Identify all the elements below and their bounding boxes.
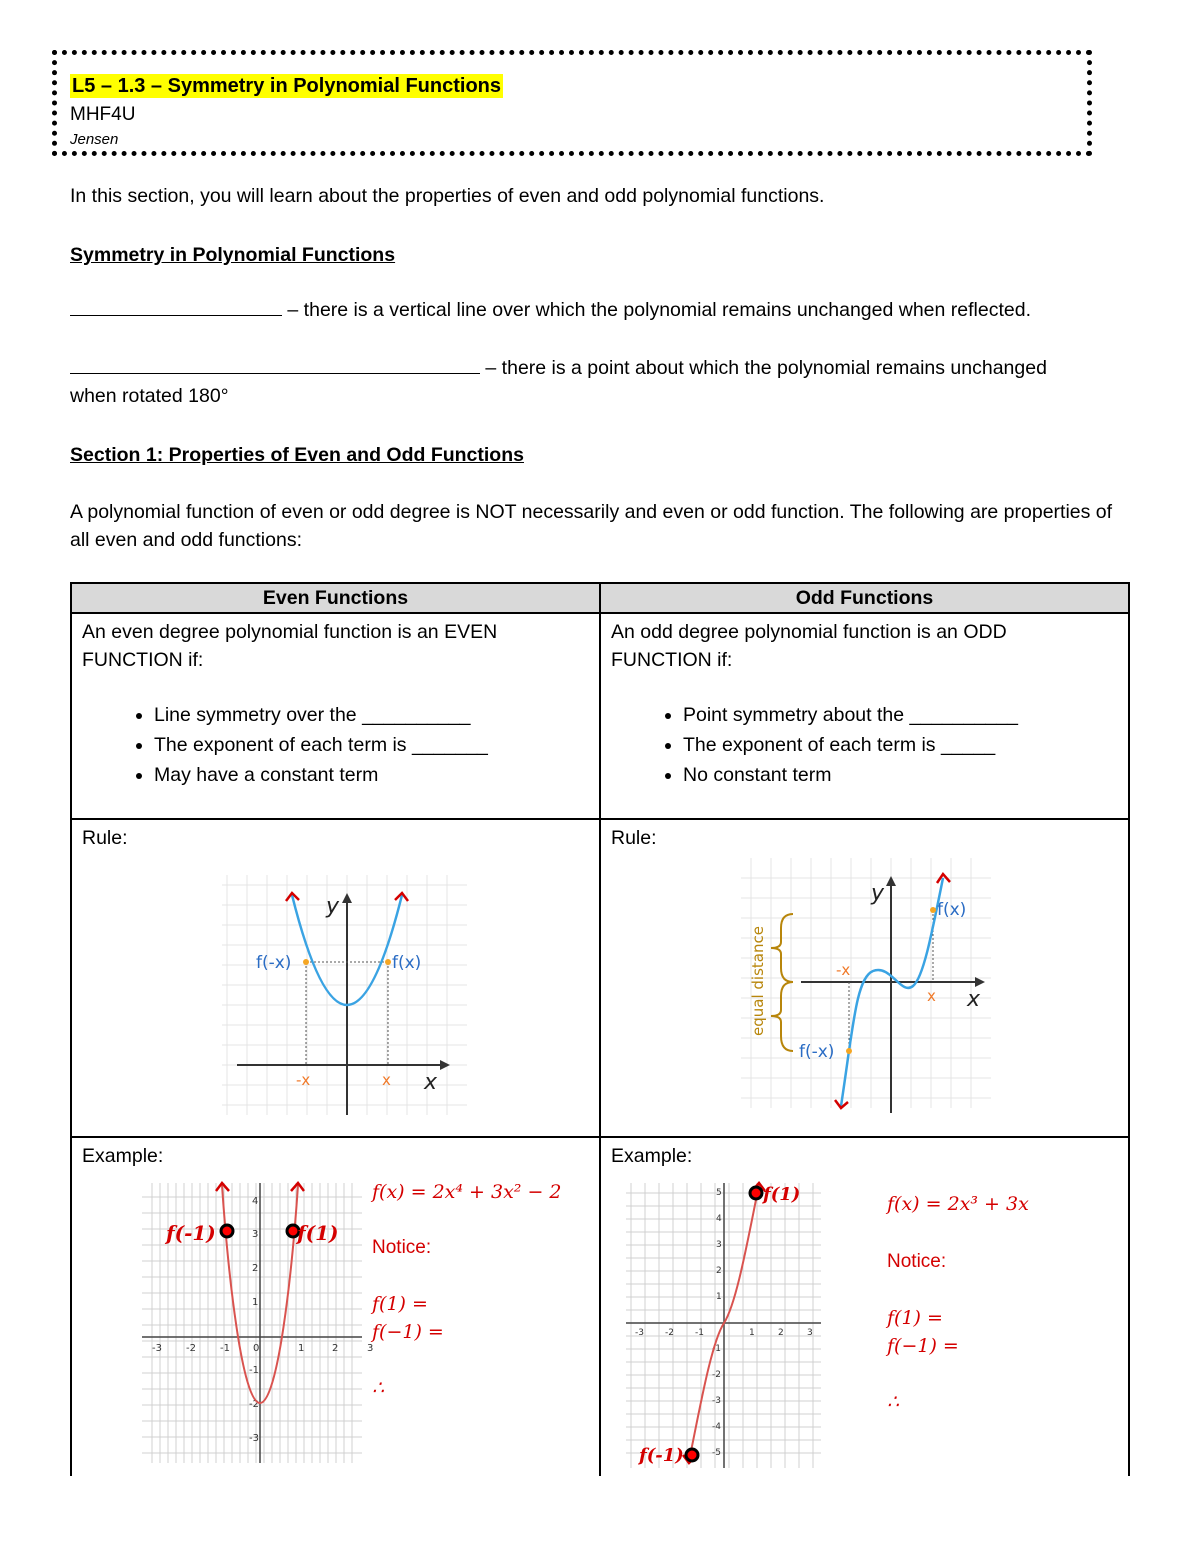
x-tick: 0 bbox=[253, 1343, 260, 1354]
y-axis-label: y bbox=[871, 881, 885, 906]
even-example-graph bbox=[112, 1173, 385, 1468]
odd-rule-label: Rule: bbox=[611, 827, 657, 849]
x-axis-arrow-icon bbox=[440, 1060, 450, 1070]
even-intro: An even degree polynomial function is an EVEN FUNCTION if: bbox=[82, 621, 498, 671]
x-axis-label: x bbox=[967, 987, 981, 1012]
odd-example-graph bbox=[621, 1173, 841, 1473]
point-symmetry-def bbox=[70, 354, 1130, 410]
page-title: L5 – 1.3 – Symmetry in Polynomial Functions bbox=[72, 75, 502, 97]
point-marker bbox=[930, 907, 936, 913]
even-example-label: Example: bbox=[82, 1145, 164, 1167]
even-rule-graph bbox=[222, 875, 472, 1120]
odd-rule-cell bbox=[600, 819, 1129, 1137]
label-f-x: f(x) bbox=[937, 900, 967, 920]
header-box bbox=[52, 50, 1092, 156]
even-rule-label: Rule: bbox=[82, 827, 128, 849]
label-f-neg-x: f(-x) bbox=[256, 953, 292, 973]
point-marker bbox=[221, 1225, 233, 1237]
odd-bullet-1: • Point symmetry about the __________ bbox=[683, 700, 1118, 730]
odd-bullet-3: • No constant term bbox=[683, 760, 1118, 790]
properties-table bbox=[70, 582, 1130, 1476]
y-tick: 1 bbox=[252, 1297, 259, 1308]
point-symmetry-text: – there is a point about which the polynomial remains unchanged bbox=[485, 357, 1047, 379]
y-tick: -3 bbox=[712, 1396, 721, 1406]
even-header: Even Functions bbox=[71, 583, 600, 613]
course-code: MHF4U bbox=[70, 104, 136, 125]
x-tick: 3 bbox=[807, 1328, 813, 1338]
label-neg-x: -x bbox=[296, 1071, 311, 1089]
blank-line bbox=[70, 355, 480, 374]
even-example-cell bbox=[71, 1137, 600, 1476]
label-f-neg-1: f(-1) bbox=[639, 1445, 684, 1466]
x-tick: -1 bbox=[695, 1328, 704, 1338]
y-tick: 3 bbox=[716, 1240, 722, 1250]
odd-intro: An odd degree polynomial function is an ODD FUNCTION if: bbox=[611, 621, 1007, 671]
even-example-function: f(x) = 2x⁴ + 3x² − 2 bbox=[372, 1181, 562, 1203]
y-tick: 4 bbox=[716, 1214, 722, 1224]
even-fneg1: f(−1) = bbox=[372, 1321, 444, 1343]
odd-example-label: Example: bbox=[611, 1145, 693, 1167]
section1-heading: Section 1: Properties of Even and Odd Functions bbox=[70, 444, 524, 466]
x-tick: 3 bbox=[367, 1343, 374, 1354]
odd-rule-graph bbox=[741, 858, 1001, 1120]
y-tick: 1 bbox=[716, 1292, 722, 1302]
label-pos-x: x bbox=[382, 1071, 391, 1089]
y-tick: -2 bbox=[712, 1370, 721, 1380]
y-tick: -2 bbox=[249, 1399, 259, 1410]
blank-line bbox=[70, 297, 282, 316]
brace-icon bbox=[771, 914, 793, 982]
x-tick: 2 bbox=[778, 1328, 784, 1338]
y-tick: 4 bbox=[252, 1196, 259, 1207]
y-tick: -1 bbox=[249, 1365, 259, 1376]
label-f-neg-x: f(-x) bbox=[799, 1042, 835, 1062]
label-f-1: f(1) bbox=[763, 1184, 801, 1205]
section1-paragraph: A polynomial function of even or odd degree is NOT necessarily and even or odd function. The following are properties of all even and odd functions: bbox=[70, 501, 1113, 551]
odd-fneg1: f(−1) = bbox=[887, 1335, 959, 1357]
y-tick: -3 bbox=[249, 1433, 259, 1444]
point-symmetry-text-2: when rotated 180° bbox=[70, 385, 229, 407]
x-tick: 1 bbox=[749, 1328, 755, 1338]
label-neg-x: -x bbox=[836, 961, 851, 979]
y-tick-labels bbox=[249, 1196, 259, 1444]
odd-bullets bbox=[611, 700, 1118, 790]
even-bullet-2: • The exponent of each term is _______ bbox=[154, 730, 589, 760]
y-tick: -4 bbox=[712, 1422, 721, 1432]
y-tick: 2 bbox=[716, 1266, 722, 1276]
x-tick: -2 bbox=[186, 1343, 196, 1354]
even-bullet-1: • Line symmetry over the __________ bbox=[154, 700, 589, 730]
even-f1: f(1) = bbox=[372, 1293, 428, 1315]
point-marker bbox=[303, 959, 309, 965]
y-tick: 3 bbox=[252, 1229, 259, 1240]
intro-text: In this section, you will learn about the properties of even and odd polynomial functions. bbox=[70, 185, 825, 207]
even-rule-cell bbox=[71, 819, 600, 1137]
symmetry-heading: Symmetry in Polynomial Functions bbox=[70, 244, 396, 266]
equal-distance-label: equal distance bbox=[749, 926, 767, 1036]
y-tick: -5 bbox=[712, 1448, 721, 1458]
y-tick: -1 bbox=[712, 1344, 721, 1354]
label-f-x: f(x) bbox=[392, 953, 422, 973]
odd-header: Odd Functions bbox=[600, 583, 1129, 613]
label-f-1: f(1) bbox=[297, 1221, 339, 1245]
point-marker bbox=[385, 959, 391, 965]
label-pos-x: x bbox=[927, 987, 936, 1005]
x-axis-label: x bbox=[424, 1070, 438, 1095]
y-axis-label: y bbox=[326, 894, 340, 919]
x-tick: 2 bbox=[332, 1343, 339, 1354]
x-tick-labels bbox=[152, 1343, 373, 1354]
point-marker bbox=[846, 1048, 852, 1054]
odd-example-cell bbox=[600, 1137, 1129, 1476]
x-tick: -2 bbox=[665, 1328, 674, 1338]
even-bullet-3: • May have a constant term bbox=[154, 760, 589, 790]
teacher-name: Jensen bbox=[70, 131, 119, 148]
y-tick: 5 bbox=[716, 1188, 722, 1198]
odd-therefore: ∴ bbox=[887, 1391, 900, 1413]
point-marker bbox=[686, 1449, 698, 1461]
odd-example-function: f(x) = 2x³ + 3x bbox=[887, 1193, 1029, 1215]
line-symmetry-def bbox=[70, 296, 1031, 324]
point-marker bbox=[750, 1187, 762, 1199]
even-properties-cell bbox=[71, 613, 600, 819]
y-axis-arrow-icon bbox=[342, 893, 352, 903]
label-f-neg-1: f(-1) bbox=[166, 1221, 216, 1245]
even-therefore: ∴ bbox=[372, 1377, 385, 1399]
odd-properties-cell bbox=[600, 613, 1129, 819]
line-symmetry-text: – there is a vertical line over which the polynomial remains unchanged when reflected. bbox=[287, 299, 1031, 321]
y-tick: 2 bbox=[252, 1263, 259, 1274]
x-tick: -3 bbox=[152, 1343, 162, 1354]
x-tick: -3 bbox=[635, 1328, 644, 1338]
even-notice: Notice: bbox=[372, 1237, 432, 1258]
brace-icon bbox=[771, 982, 793, 1051]
odd-bullet-2: • The exponent of each term is _____ bbox=[683, 730, 1118, 760]
odd-f1: f(1) = bbox=[887, 1307, 943, 1329]
x-tick: 1 bbox=[298, 1343, 305, 1354]
odd-notice: Notice: bbox=[887, 1251, 947, 1272]
x-tick: -1 bbox=[220, 1343, 230, 1354]
even-bullets bbox=[82, 700, 589, 790]
